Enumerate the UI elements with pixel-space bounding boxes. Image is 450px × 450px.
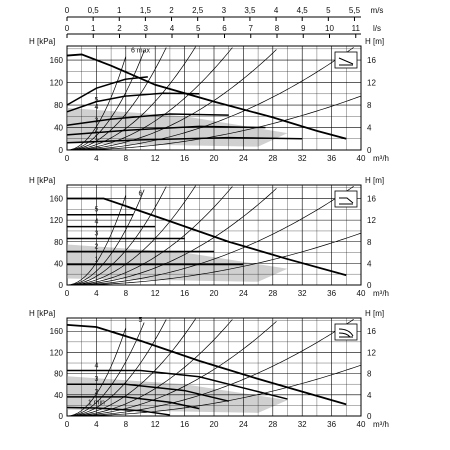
y-tick-label: 160	[49, 56, 63, 66]
top-velocity-flow-axis	[65, 6, 384, 38]
x-tick-label: 8	[123, 420, 129, 429]
panel-constant-curve	[29, 309, 389, 429]
top-axis-ms-tick-label: 0,5	[87, 6, 99, 15]
icon-box	[335, 52, 357, 68]
panel-proportional-pressure	[29, 37, 389, 163]
top-axis-ls-tick-label: 6	[222, 24, 227, 33]
x-tick-label: 8	[123, 154, 129, 163]
x-tick-label: 40	[356, 154, 366, 163]
series-label: 4	[94, 103, 99, 111]
x-tick-label: 4	[94, 420, 99, 429]
top-axis-ls-tick-label: 7	[248, 24, 253, 33]
series-label: 2	[94, 126, 99, 134]
y-right-tick-label: 12	[367, 78, 376, 88]
series-label: 1 min	[87, 399, 105, 407]
top-axis-ms-tick-label: 3	[221, 6, 227, 15]
proportional-pressure-icon	[335, 52, 357, 68]
top-axis-ls-tick-label: 1	[91, 24, 96, 33]
icon-box	[335, 324, 357, 340]
x-tick-label: 28	[268, 420, 278, 429]
series-label: 1	[94, 134, 99, 142]
constant-pressure-icon	[335, 191, 357, 207]
x-tick-label: 16	[180, 154, 190, 163]
top-axis-ls-tick-label: 0	[64, 24, 70, 33]
top-axis-ms-tick-label: 2	[169, 6, 174, 15]
x-tick-label: 20	[209, 289, 219, 298]
y-right-tick-label: 16	[367, 56, 376, 66]
x-tick-label: 0	[64, 154, 70, 163]
series-label: 6	[138, 190, 143, 198]
top-axis-ms-tick-label: 4	[273, 6, 279, 15]
x-tick-label: 8	[123, 289, 129, 298]
y-right-tick-label: 16	[367, 194, 376, 204]
y-tick-label: 40	[54, 390, 63, 400]
series-label: 2	[94, 243, 99, 251]
y-right-axis-title: H [m]	[365, 37, 385, 46]
x-tick-label: 16	[180, 289, 190, 298]
x-tick-label: 12	[150, 289, 160, 298]
x-tick-label: 0	[64, 420, 70, 429]
y-right-tick-label: 4	[367, 259, 372, 269]
y-right-tick-label: 8	[367, 101, 372, 111]
top-axis-ls-tick-label: 10	[325, 24, 334, 33]
x-tick-label: 20	[209, 154, 219, 163]
panel-constant-pressure	[29, 176, 389, 298]
y-right-tick-label: 8	[367, 369, 372, 379]
x-tick-label: 32	[297, 420, 307, 429]
x-tick-label: 36	[327, 154, 337, 163]
x-tick-label: 24	[238, 289, 248, 298]
x-tick-label: 16	[180, 420, 190, 429]
y-axis-title: H [kPa]	[29, 309, 56, 318]
y-right-tick-label: 4	[367, 123, 372, 133]
x-tick-label: 40	[356, 420, 366, 429]
top-axis-ms-tick-label: 1,5	[139, 6, 151, 15]
x-axis-title: m³/h	[373, 154, 389, 163]
y-right-tick-label: 12	[367, 216, 376, 226]
y-tick-label: 160	[49, 327, 63, 337]
series-label: 6 max	[130, 47, 151, 55]
top-axis-ls-tick-label: 5	[196, 24, 201, 33]
x-tick-label: 40	[356, 289, 366, 298]
x-tick-label: 24	[238, 154, 248, 163]
x-tick-label: 0	[64, 289, 70, 298]
y-right-tick-label: 0	[367, 146, 372, 155]
series-label: 4	[94, 362, 99, 370]
x-tick-label: 20	[209, 420, 219, 429]
series-label: 3	[94, 230, 99, 238]
top-axis-ls-tick-label: 11	[351, 24, 360, 33]
y-tick-label: 0	[58, 412, 63, 421]
top-axis-ms-tick-label: 3,5	[244, 6, 256, 15]
series-label: 5	[94, 97, 99, 105]
series-label: 3	[94, 117, 99, 125]
y-axis-title: H [kPa]	[29, 37, 56, 46]
y-tick-label: 0	[58, 281, 63, 290]
y-tick-label: 40	[54, 259, 63, 269]
y-right-axis-title: H [m]	[365, 309, 385, 318]
y-tick-label: 80	[54, 101, 63, 111]
x-tick-label: 28	[268, 154, 278, 163]
series-label: 5	[94, 206, 99, 214]
x-tick-label: 32	[297, 289, 307, 298]
y-tick-label: 40	[54, 123, 63, 133]
x-tick-label: 36	[327, 420, 337, 429]
y-tick-label: 80	[54, 369, 63, 379]
x-tick-label: 4	[94, 289, 99, 298]
y-right-axis-title: H [m]	[365, 176, 385, 185]
x-tick-label: 12	[150, 420, 160, 429]
top-axis-ls-tick-label: 9	[301, 24, 306, 33]
top-axis-ms-tick-label: 1	[117, 6, 122, 15]
top-axis-ls-tick-label: 2	[117, 24, 122, 33]
y-tick-label: 80	[54, 237, 63, 247]
top-axis-ms-tick-label: 2,5	[192, 6, 204, 15]
top-axis-ms-unit: m/s	[370, 6, 384, 15]
y-tick-label: 120	[49, 348, 63, 358]
top-axis-ms-tick-label: 5,5	[348, 6, 361, 15]
x-axis-title: m³/h	[373, 420, 389, 429]
x-tick-label: 32	[297, 154, 307, 163]
x-tick-label: 24	[238, 420, 248, 429]
y-tick-label: 120	[49, 216, 63, 226]
series-label: 3	[94, 376, 99, 384]
x-tick-label: 28	[268, 289, 278, 298]
y-tick-label: 120	[49, 78, 63, 88]
y-right-tick-label: 8	[367, 237, 372, 247]
top-axis-ls-tick-label: 3	[143, 24, 148, 33]
y-right-tick-label: 12	[367, 348, 376, 358]
top-axis-ms-tick-label: 5	[326, 6, 331, 15]
y-right-tick-label: 0	[367, 412, 372, 421]
top-axis-ms-tick-label: 0	[64, 6, 70, 15]
top-axis-ls-tick-label: 8	[274, 24, 280, 33]
series-label: 4	[94, 218, 99, 226]
y-axis-title: H [kPa]	[29, 176, 56, 185]
x-tick-label: 36	[327, 289, 337, 298]
y-right-tick-label: 0	[367, 281, 372, 290]
top-axis-ms-tick-label: 4,5	[296, 6, 308, 15]
x-tick-label: 12	[150, 154, 160, 163]
series-label: 5	[138, 316, 143, 324]
y-tick-label: 160	[49, 194, 63, 204]
y-right-tick-label: 16	[367, 327, 376, 337]
series-label: 1	[94, 256, 99, 264]
series-label: 2	[94, 388, 99, 396]
constant-curve-icon	[335, 324, 357, 340]
icon-box	[335, 191, 357, 207]
y-right-tick-label: 4	[367, 390, 372, 400]
top-axis-ls-tick-label: 4	[169, 24, 175, 33]
x-tick-label: 4	[94, 154, 99, 163]
x-axis-title: m³/h	[373, 289, 389, 298]
y-tick-label: 0	[58, 146, 63, 155]
top-axis-ls-unit: l/s	[373, 24, 381, 33]
